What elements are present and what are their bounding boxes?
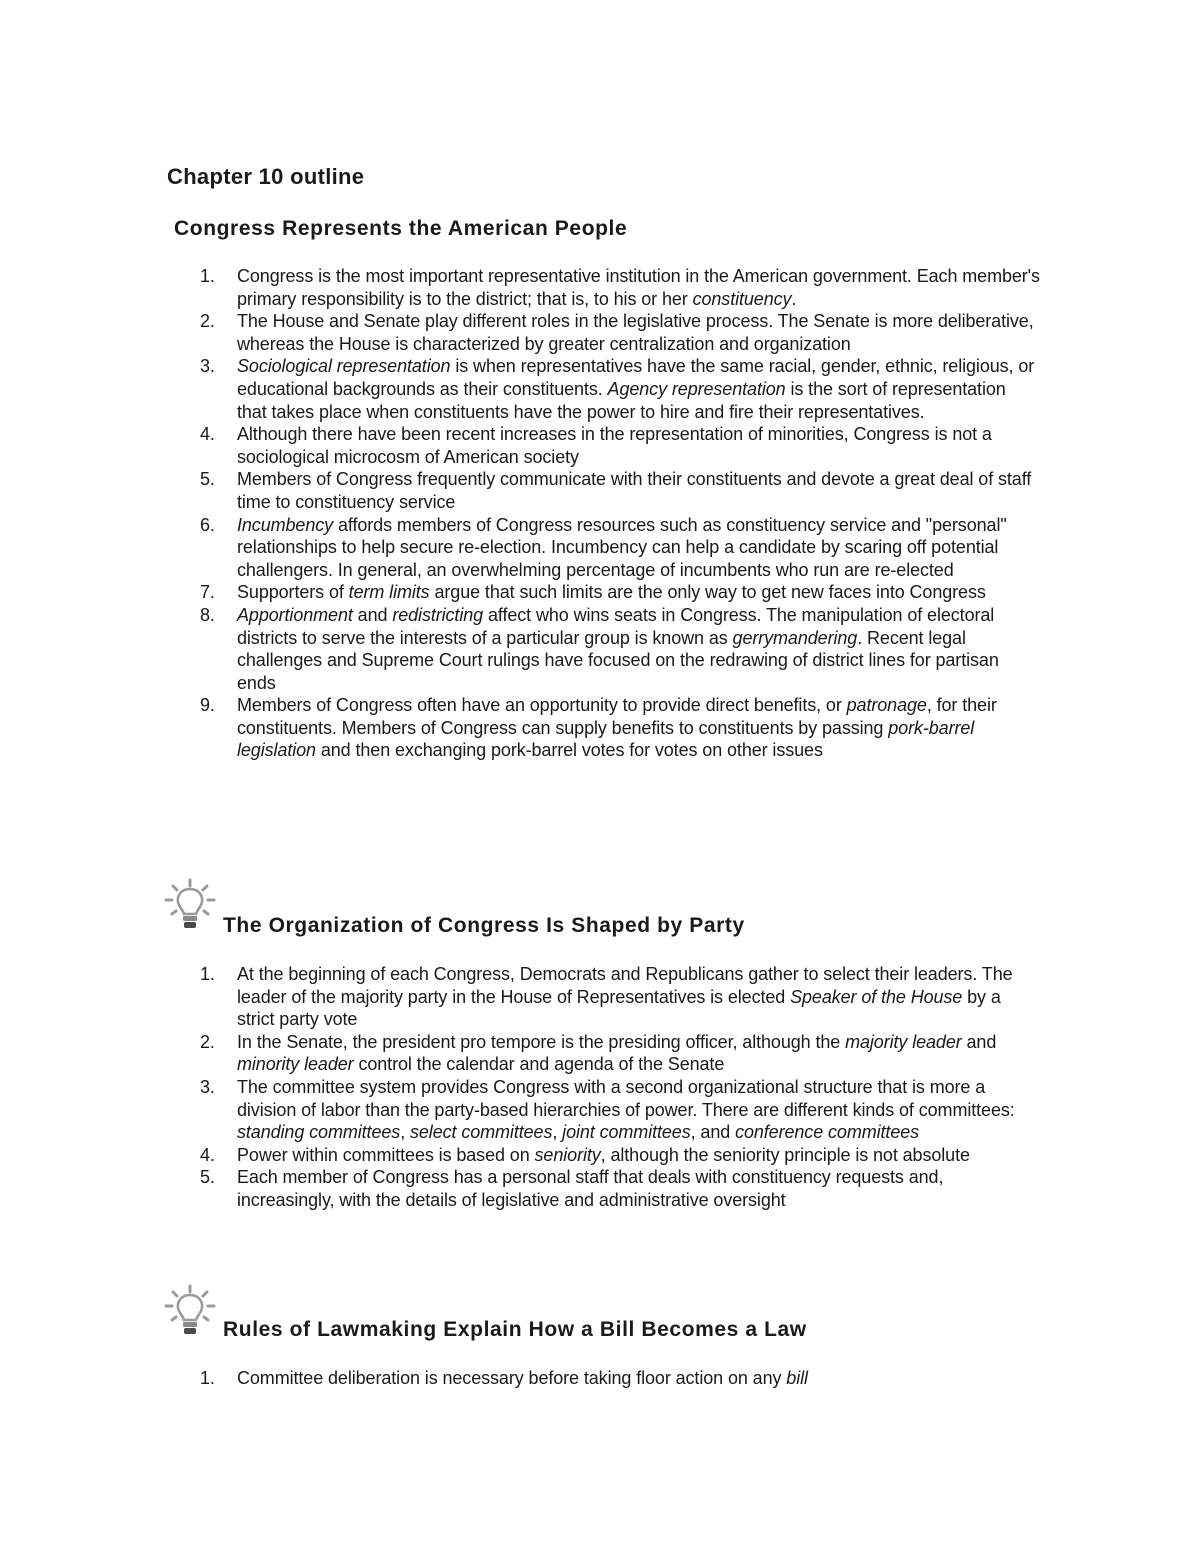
list-item-number: 1. xyxy=(200,266,215,286)
list-item xyxy=(0,1144,1040,1167)
key-term: bill xyxy=(786,1368,808,1388)
list-item-text: . xyxy=(791,288,797,309)
key-term: Incumbency xyxy=(237,514,334,535)
list-item xyxy=(0,468,1040,513)
list-item xyxy=(0,1166,1040,1211)
document-title: Chapter 10 outline xyxy=(167,164,365,189)
list-item-text: Although there have been recent increases in the representation of minorities, Congress is not a sociological microcosm of American society xyxy=(237,424,992,467)
list-item-number: 4. xyxy=(200,1144,215,1165)
lightbulb-icon xyxy=(164,878,216,932)
list-item-text: Power within committees is based on xyxy=(237,1144,535,1165)
list-item-number: 1. xyxy=(200,964,215,984)
list-item xyxy=(0,604,1040,694)
list-item xyxy=(0,514,1040,582)
list-item-number: 1. xyxy=(200,1368,215,1388)
list-item-text: and xyxy=(352,604,393,625)
list-item xyxy=(0,310,1040,355)
list-item-number: 4. xyxy=(200,424,215,445)
list-item-text: Committee deliberation is necessary before taking floor action on any xyxy=(237,1368,787,1388)
section-heading-rules-of-lawmaking: Rules of Lawmaking Explain How a Bill Becomes a Law xyxy=(223,1318,807,1341)
section-heading-congress-represents: Congress Represents the American People xyxy=(174,217,628,240)
list-item-number: 6. xyxy=(200,514,215,535)
list-item-text: The committee system provides Congress with a second organizational structure that is more a division of labor than the party-based hierarchies of power. There are different kinds of committees: xyxy=(237,1076,1015,1120)
list-item-number: 3. xyxy=(200,1076,215,1097)
list-item-number: 7. xyxy=(200,582,215,603)
key-term: majority leader xyxy=(845,1031,962,1052)
key-term: term limits xyxy=(348,582,430,603)
list-item-text: , although the seniority principle is not absolute xyxy=(600,1144,970,1165)
key-term: redistricting xyxy=(392,604,484,625)
list-item-number: 9. xyxy=(200,695,215,716)
list-item-number: 3. xyxy=(200,356,215,377)
list-item xyxy=(0,694,1040,762)
list-item xyxy=(0,355,1040,423)
key-term: Agency representation xyxy=(607,378,786,399)
list-item-text: and xyxy=(961,1031,997,1052)
list-item-text: , for their constituents. Members of Congress can supply benefits to constituents by passing xyxy=(237,695,997,738)
list-item-text: by a strict party vote xyxy=(237,986,1001,1030)
list-item-text: Supporters of xyxy=(237,582,349,603)
list-item-number: 5. xyxy=(200,469,215,490)
key-term: Apportionment xyxy=(237,604,353,625)
key-term: constituency xyxy=(692,288,792,309)
list-item-text: At the beginning of each Congress, Democrats and Republicans gather to select their leaders. The leader of the majority party in the House of Representatives is elected xyxy=(237,964,1013,1007)
list-item-text: . Recent legal challenges and Supreme Court rulings have focused on the redrawing of district lines for partisan ends xyxy=(237,627,999,693)
list-item-text: is when representatives have the same racial, gender, ethnic, religious, or educational backgrounds as their constituents. xyxy=(237,356,1035,399)
key-term: Sociological representation xyxy=(237,356,451,377)
list-item-text: In the Senate, the president pro tempore is the presiding officer, although the xyxy=(237,1031,846,1052)
key-term: minority leader xyxy=(237,1054,354,1075)
list-item-text: , xyxy=(552,1122,563,1143)
list-item xyxy=(0,1076,1040,1144)
list-item-number: 2. xyxy=(200,311,215,332)
key-term: pork-barrel legislation xyxy=(237,717,975,761)
key-term: gerrymandering xyxy=(732,627,858,648)
list-item-text: , xyxy=(400,1122,410,1143)
key-term: joint committees xyxy=(562,1122,691,1143)
list-item-text: control the calendar and agenda of the Senate xyxy=(353,1054,725,1075)
list-item xyxy=(0,265,1040,310)
list-item xyxy=(0,963,1040,1031)
key-term: select committees xyxy=(410,1122,553,1143)
list-item-text: Each member of Congress has a personal staff that deals with constituency requests and, increasingly, with the details of legislative and administrative oversight xyxy=(237,1167,944,1210)
key-term: Speaker of the House xyxy=(790,986,963,1007)
list-item xyxy=(0,1367,1040,1390)
key-term: standing committees xyxy=(237,1122,401,1143)
section-heading-organization: The Organization of Congress Is Shaped by Party xyxy=(223,914,745,937)
list-item xyxy=(0,1031,1040,1076)
key-term: patronage xyxy=(846,695,927,716)
list-item-text: is the sort of representation that takes place when constituents have the power to hire and fire their representatives. xyxy=(237,378,1006,422)
list-item-text: Members of Congress often have an opportunity to provide direct benefits, or xyxy=(237,695,847,716)
list-item-number: 2. xyxy=(200,1031,215,1052)
key-term: seniority xyxy=(534,1144,601,1165)
list-item-number: 5. xyxy=(200,1167,215,1188)
outline-list-section-2 xyxy=(0,963,1040,1212)
list-item-text: affords members of Congress resources such as constituency service and "personal" relationships to help secure re-election. Incumbency can help a candidate by scaring off potential challengers. In general, an overwhelming percentage of incumbents who run are re-elected xyxy=(237,514,1007,580)
list-item-text: The House and Senate play different roles in the legislative process. The Senate is more deliberative, whereas the House is characterized by greater centralization and organization xyxy=(237,311,1034,354)
list-item xyxy=(0,423,1040,468)
lightbulb-icon xyxy=(164,1284,216,1338)
outline-list-section-1 xyxy=(0,265,1040,762)
outline-list-section-3 xyxy=(0,1367,1040,1390)
list-item-text: , and xyxy=(690,1122,736,1143)
list-item xyxy=(0,581,1040,604)
list-item-text: argue that such limits are the only way to get new faces into Congress xyxy=(429,582,986,603)
list-item-text: Members of Congress frequently communicate with their constituents and devote a great deal of staff time to constituency service xyxy=(237,469,1032,512)
key-term: conference committees xyxy=(735,1122,920,1143)
list-item-text: and then exchanging pork-barrel votes for votes on other issues xyxy=(315,740,823,761)
list-item-text: Congress is the most important representative institution in the American government. Each member's primary responsibility is to the district; that is, to his or her xyxy=(237,266,1040,309)
list-item-text: affect who wins seats in Congress. The manipulation of electoral districts to serve the interests of a particular group is known as xyxy=(237,604,995,648)
list-item-number: 8. xyxy=(200,604,215,625)
